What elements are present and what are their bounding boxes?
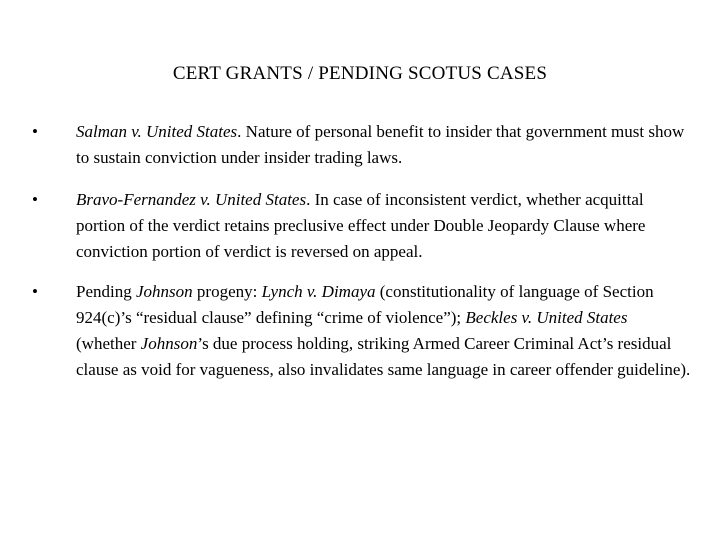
slide-title: CERT GRANTS / PENDING SCOTUS CASES (172, 63, 548, 84)
case-name: Salman v. United States (76, 122, 238, 141)
bullet-item-bravo-fernandez (32, 187, 692, 265)
bullet-text: progeny: (192, 282, 262, 301)
bullet-text: ’s due process holding, striking Armed Career Criminal Act’s residual clause as void for vagueness, also invalidates same language in career offender guideline). (76, 334, 691, 379)
bullet-text: Pending (76, 282, 136, 301)
bullet-icon: • (32, 122, 38, 141)
case-name: Bravo-Fernandez v. United States (76, 190, 307, 209)
bullet-text: (constitutionality of language of Section 924(c)’s “residual clause” defining “crime of violence”); (76, 282, 654, 327)
bullet-text: . In case of inconsistent verdict, whether acquittal portion of the verdict retains preclusive effect under Double Jeopardy Clause where conviction portion of verdict is reversed on appeal. (76, 190, 646, 261)
case-name-johnson: Johnson (135, 282, 193, 301)
bullet-item-johnson-progeny (32, 279, 692, 383)
bullet-list (32, 119, 692, 398)
bullet-item-salman (32, 119, 692, 171)
case-name-johnson: Johnson (140, 334, 198, 353)
bullet-icon: • (32, 190, 38, 209)
bullet-icon: • (32, 282, 38, 301)
bullet-text: (whether (76, 334, 141, 353)
bullet-text: . Nature of personal benefit to insider that government must show to sustain conviction under insider trading laws. (76, 122, 685, 167)
case-name-beckles-v-united-states: Beckles v. United States (465, 308, 628, 327)
case-name-lynch-v-dimaya: Lynch v. Dimaya (261, 282, 376, 301)
